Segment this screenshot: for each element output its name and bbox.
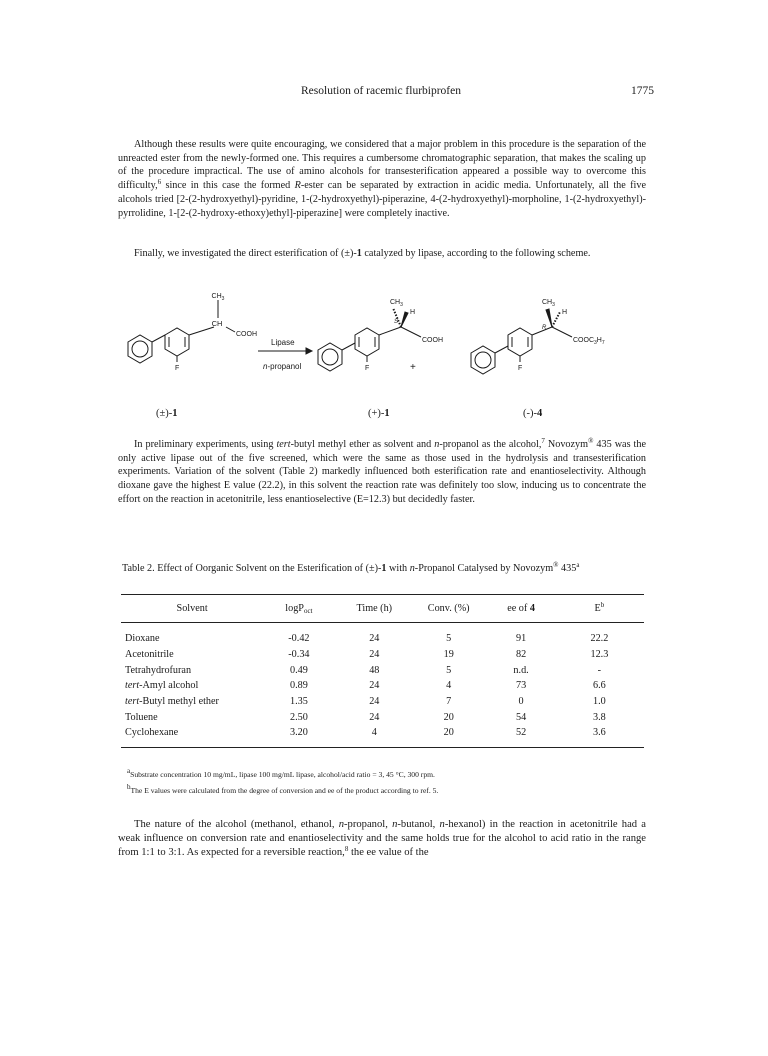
cell-solvent: Acetonitrile [125,649,174,661]
cell-logp: 3.20 [259,725,338,747]
fluorine-label: F [175,365,180,372]
ester-group-label: $COOC_3H_7$ [573,337,605,346]
cell-solvent: Dioxane [125,633,160,645]
cell-ee: 91 [515,633,527,645]
cell-conversion: 4 [446,680,452,692]
table-row [121,709,644,725]
cell-ee: n.d. [513,664,529,676]
cell-time: 24 [369,711,380,723]
table-row [121,623,644,647]
page-number: 1775 [631,85,654,97]
cell-time: 24 [369,680,380,692]
table-footnote-b: $^b$The E values were calculated from the degree of conversion and ee of the product according to ref. 5. [127,783,439,795]
cell-time: 24 [369,696,380,708]
paragraph-direct-esterification: Finally, we investigated the direct esterification of (±)-1 catalyzed by lipase, according to the following scheme. [134,248,591,259]
paragraph-preliminary-experiments: In preliminary experiments, using tert-butyl methyl ether as solvent and n-propanol as the alcohol,$^7$ Novozym® 435 was the only active lipase out of the five screened, which were the same as those used in the hydrolysis and transesterification experiments. Variation of the solvent (Table 2) markedly influenced both esterification rate and enantioselectivity. Although dioxane gave the highest E value (22.2), in this solvent the reaction rate was definitely too slow, inducing us to concentrate the effort on the reaction in acetonitrile, less enantioselective (E=12.3) but decidedly faster. [118,437,646,505]
s-config-label: S [394,319,399,325]
cell-conversion: 20 [410,725,487,747]
table-caption: Table 2. Effect of Oorganic Solvent on the Esterification of (±)-1 with n-Propanol Catalysed by Novozym® 435$^a$ [122,561,580,574]
ch3-label: $CH_3$ [211,293,225,302]
cell-conversion: 7 [446,696,452,708]
cell-ee: 52 [487,725,554,747]
table-row [121,647,644,663]
cell-ee: 0 [518,696,524,708]
cell-e-value: - [597,664,602,676]
cell-e-value: 6.6 [593,680,606,692]
header-time: Time (h) [339,595,410,623]
cell-logp: 2.50 [289,711,308,723]
cell-time: 24 [369,649,380,661]
cell-e-value: 1.0 [593,696,606,708]
cell-ee: 73 [515,680,527,692]
fluorine-label: F [365,365,370,372]
running-head [108,85,654,101]
header-logp: logP$_{oct}$ [259,595,338,623]
reference-marker: 7 [541,437,545,445]
cell-solvent: Toluene [125,711,158,723]
cell-conversion: 5 [446,664,452,676]
cell-solvent: Cyclohexane [121,725,259,747]
cell-logp: 0.49 [289,664,308,676]
hydrogen-label: H [562,309,568,316]
paragraph-amino-alcohols: Although these results were quite encouraging, we considered that a major problem in this procedure is the separation of the unreacted ester from the newly-formed one. This requires a cumbersome chromatographic separation, that makes the scaling up of the procedure impractical. The use of amino alcohols for transesterification appeared a possible way to overcome this difficulty,$^6$ since in this case the formed R-ester can be separated by extraction in acidic media. Unfortunately, all the five alcohols tried [2-(2-hydroxyethyl)-pyridine, 1-(2-hydroxyethyl)-piperazine, 4-(2-hydroxyethyl)-morpholine, 1-(2-hydroxyethyl)-pyrrolidine, 1-[2-(2-hydroxy-ethoxy)ethyl]-piperazine] were completely inactive. [118,139,646,219]
cell-ee: 82 [515,649,527,661]
cell-logp: 0.89 [289,680,308,692]
header-e-value: $E^b$ [555,595,644,623]
running-title: Resolution of racemic flurbiprofen [301,85,461,97]
header-solvent: Solvent [121,595,259,623]
cell-conversion: 5 [446,633,452,645]
cell-e-value: 3.8 [593,711,606,723]
cooh-label: COOH [236,331,257,338]
compound-label-racemic: (±)-1 [156,408,178,419]
table-row [121,725,644,747]
r-config-label: R [542,325,547,331]
plus-sign: + [410,362,416,373]
solvent-effect-table [121,594,644,748]
cell-time: 24 [369,633,380,645]
cell-time: 4 [339,725,410,747]
cell-solvent: tert-Amyl alcohol [125,680,199,692]
table-row [121,678,644,694]
cell-e-value: 3.6 [555,725,644,747]
header-conversion: Conv. (%) [410,595,487,623]
fluorine-label: F [518,365,523,372]
cell-logp: 1.35 [289,696,308,708]
header-ee: ee of 4 [487,595,554,623]
cell-e-value: 22.2 [590,633,609,645]
ch-label: CH [211,319,223,328]
reaction-scheme [118,290,646,430]
reference-marker: 6 [157,178,162,187]
table-row [121,694,644,710]
table-footnote-a: $^a$Substrate concentration 10 mg/mL, lipase 100 mg/mL lipase, alcohol/acid ratio = 3, 45 °C, 300 rpm. [127,767,435,779]
hydrogen-label: H [410,309,416,316]
structure-racemic-flurbiprofen [128,300,235,363]
cell-conversion: 19 [443,649,454,661]
lipase-label: Lipase [271,338,295,347]
cell-logp: -0.34 [288,649,310,661]
cell-ee: 54 [515,711,527,723]
n-propanol-label: n-propanol [263,362,302,371]
compound-label-minus: (-)-4 [523,408,543,419]
ch3-label: $CH_3$ [542,299,555,308]
cell-conversion: 20 [443,711,454,723]
table-header-row [121,595,644,623]
table-row [121,662,644,678]
cell-logp: -0.42 [288,633,310,645]
paragraph-alcohol-nature: The nature of the alcohol (methanol, ethanol, n-propanol, n-butanol, n-hexanol) in the reaction in acetonitrile had a weak influence on conversion rate and enantioselectivity and the same holds true for the alcohol to acid ratio in the range from 1:1 to 3:1. As expected for a reversible reaction,$^8$ the ee value of the [118,819,647,858]
compound-label-plus: (+)-1 [368,408,390,419]
ch3-label: $CH_3$ [390,299,403,308]
structure-s-flurbiprofen [318,308,421,371]
cooh-label: COOH [422,337,443,344]
cell-solvent: tert-Butyl methyl ether [125,696,219,708]
reference-marker: 8 [344,845,349,853]
reaction-arrow [258,348,312,354]
cell-e-value: 12.3 [590,649,609,661]
cell-time: 48 [369,664,380,676]
cell-solvent: Tetrahydrofuran [125,664,192,676]
